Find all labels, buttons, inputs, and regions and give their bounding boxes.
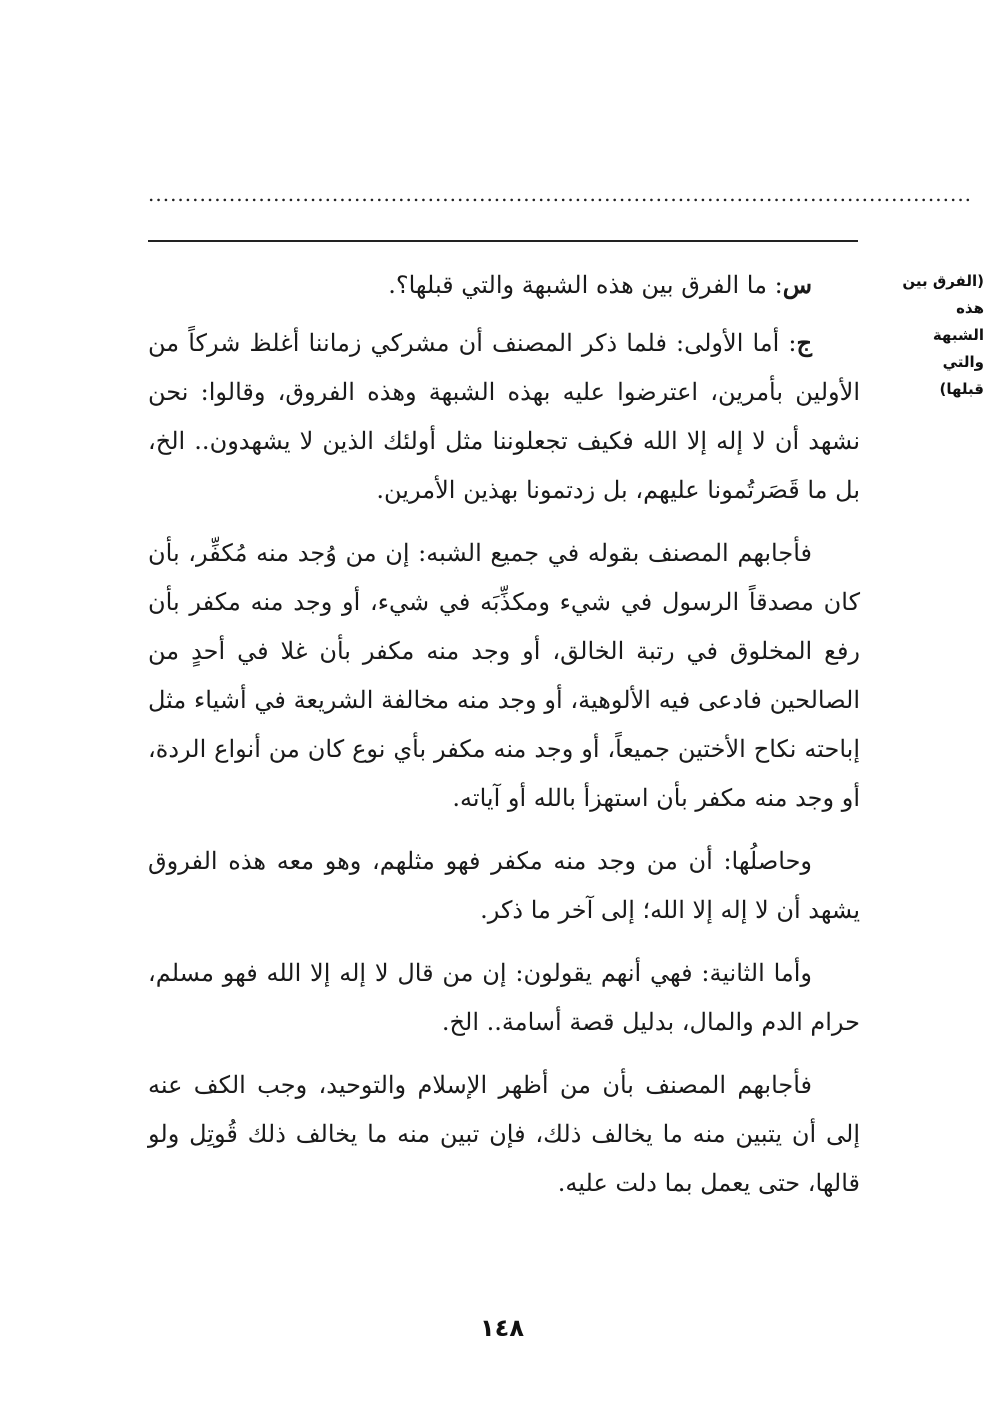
margin-note-line: قبلها)	[939, 380, 984, 398]
page-number: ١٤٨	[480, 1314, 524, 1342]
body-paragraph: وحاصلُها: أن من وجد منه مكفر فهو مثلهم، وهو معه هذه الفروق يشهد أن لا إله إلا الله؛ إلى آخر ما ذكر.	[148, 847, 860, 924]
question-paragraph	[148, 260, 860, 310]
answer-label: ج	[796, 328, 812, 357]
question-label: س	[782, 270, 812, 299]
answer-text: : أما الأولى: فلما ذكر المصنف أن مشركي زماننا أغلظ شركاً من الأولين بأمرين، اعترضوا عليه بهذه الشبهة وهذه الفروق، وقالوا: نحن نشهد أن لا إله إلا الله فكيف تجعلوننا مثل أولئك الذين لا يشهدون.. الخ، بل ما قَصَرتُمونا عليهم، بل زدتمونا بهذين الأمرين.	[148, 329, 860, 504]
main-text	[148, 260, 860, 1222]
body-paragraph: فأجابهم المصنف بقوله في جميع الشبه: إن من وُجد منه مُكفِّر، بأن كان مصدقاً الرسول في شيء ومكذِّبَه في شيء، أو وجد منه مكفر بأن رفع المخلوق في رتبة الخالق، أو وجد منه مكفر بأن غلا في أحدٍ من الصالحين فادعى فيه الألوهية، أو وجد منه مخالفة الشريعة في أشياء مثل إباحته نكاح الأختين جميعاً، أو وجد منه مكفر بأي نوع كان من أنواع الردة، أو وجد منه مكفر بأن استهزأ بالله أو آياته.	[148, 539, 860, 812]
margin-note-line: هذه	[956, 299, 984, 317]
answer-paragraph	[148, 318, 860, 515]
margin-note	[872, 268, 984, 403]
header-dotted-line: ................................................................................................................	[148, 182, 973, 206]
question-text: : ما الفرق بين هذه الشبهة والتي قبلها؟.	[388, 271, 783, 299]
margin-note-line: الشبهة	[932, 326, 984, 344]
margin-note-line: والتي	[942, 353, 984, 371]
body-paragraph: فأجابهم المصنف بأن من أظهر الإسلام والتوحيد، وجب الكف عنه إلى أن يتبين منه ما يخالف ذلك، فإن تبين منه ما يخالف ذلك قُوتِل ولو قالها، حتى يعمل بما دلت عليه.	[148, 1071, 860, 1197]
header-rule	[148, 240, 858, 242]
body-paragraph: وأما الثانية: فهي أنهم يقولون: إن من قال لا إله إلا الله فهو مسلم، حرام الدم والمال، بدليل قصة أسامة.. الخ.	[148, 959, 860, 1036]
margin-note-line: (الفرق بين	[902, 272, 984, 290]
